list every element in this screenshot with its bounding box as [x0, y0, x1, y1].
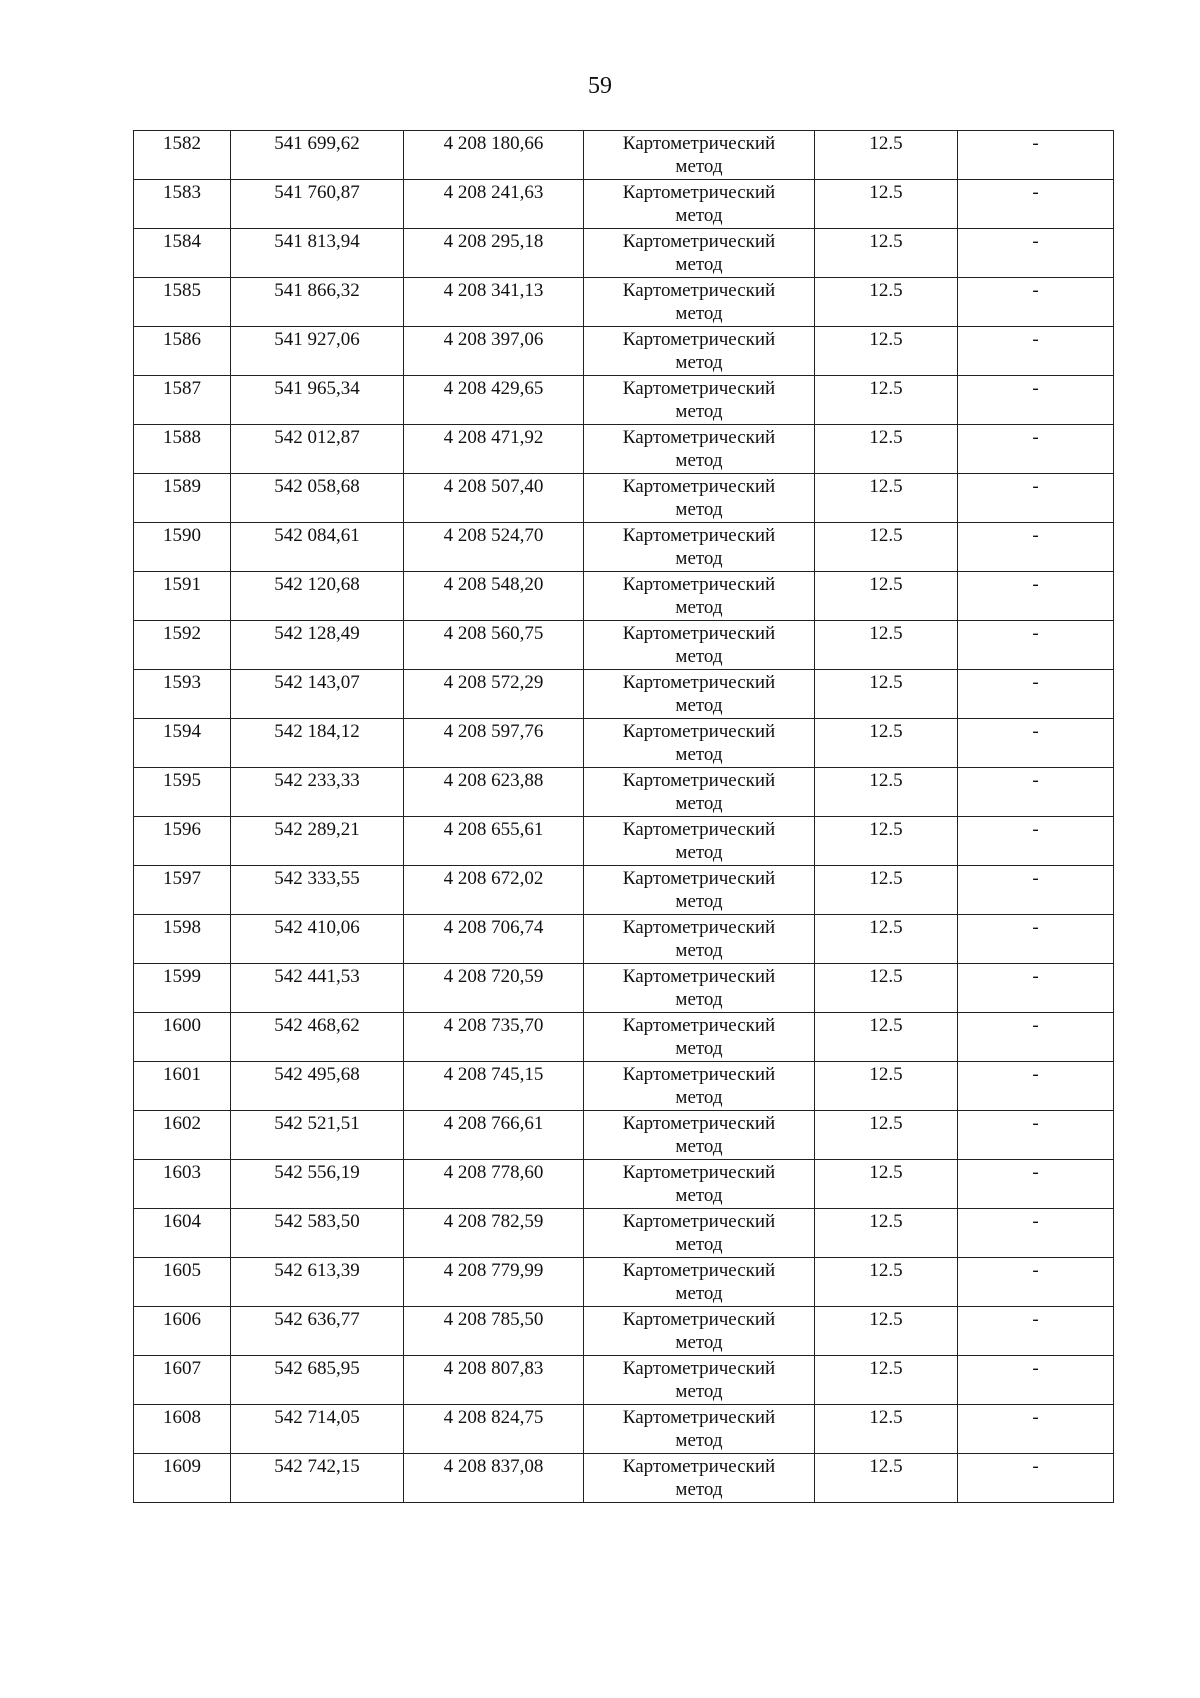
x-coordinate-cell: 541 927,06	[231, 327, 404, 376]
accuracy-cell: 12.5	[815, 866, 958, 915]
method-line-1: Картометрический	[622, 378, 776, 399]
method-line-2: метод	[675, 744, 723, 765]
table-row	[134, 229, 1114, 278]
method-line-2: метод	[675, 842, 723, 863]
method-line-2: метод	[675, 254, 723, 275]
method-line-2: метод	[675, 1283, 723, 1304]
note-cell: -	[958, 670, 1114, 719]
note-cell: -	[958, 1111, 1114, 1160]
accuracy-cell: 12.5	[815, 1405, 958, 1454]
y-coordinate-cell: 4 208 295,18	[404, 229, 584, 278]
point-number-cell: 1595	[134, 768, 231, 817]
table-row	[134, 866, 1114, 915]
y-coordinate-cell: 4 208 782,59	[404, 1209, 584, 1258]
note-cell: -	[958, 915, 1114, 964]
point-number-cell: 1596	[134, 817, 231, 866]
note-cell: -	[958, 1356, 1114, 1405]
y-coordinate-cell: 4 208 397,06	[404, 327, 584, 376]
x-coordinate-cell: 542 184,12	[231, 719, 404, 768]
point-number-cell: 1606	[134, 1307, 231, 1356]
x-coordinate-cell: 541 965,34	[231, 376, 404, 425]
x-coordinate-cell: 542 685,95	[231, 1356, 404, 1405]
y-coordinate-cell: 4 208 429,65	[404, 376, 584, 425]
accuracy-cell: 12.5	[815, 327, 958, 376]
point-number-cell: 1592	[134, 621, 231, 670]
point-number-cell: 1587	[134, 376, 231, 425]
method-line-1: Картометрический	[622, 280, 776, 301]
x-coordinate-cell: 542 143,07	[231, 670, 404, 719]
method-line-1: Картометрический	[622, 770, 776, 791]
y-coordinate-cell: 4 208 706,74	[404, 915, 584, 964]
method-line-2: метод	[675, 205, 723, 226]
method-cell	[584, 621, 815, 670]
accuracy-cell: 12.5	[815, 572, 958, 621]
x-coordinate-cell: 542 495,68	[231, 1062, 404, 1111]
y-coordinate-cell: 4 208 837,08	[404, 1454, 584, 1503]
note-cell: -	[958, 229, 1114, 278]
point-number-cell: 1584	[134, 229, 231, 278]
accuracy-cell: 12.5	[815, 1062, 958, 1111]
method-cell	[584, 1111, 815, 1160]
method-line-1: Картометрический	[622, 525, 776, 546]
method-line-2: метод	[675, 597, 723, 618]
x-coordinate-cell: 542 120,68	[231, 572, 404, 621]
method-cell	[584, 1209, 815, 1258]
x-coordinate-cell: 542 613,39	[231, 1258, 404, 1307]
accuracy-cell: 12.5	[815, 964, 958, 1013]
accuracy-cell: 12.5	[815, 180, 958, 229]
method-cell	[584, 278, 815, 327]
method-line-2: метод	[675, 989, 723, 1010]
method-line-2: метод	[675, 548, 723, 569]
table-row	[134, 915, 1114, 964]
point-number-cell: 1609	[134, 1454, 231, 1503]
note-cell: -	[958, 1062, 1114, 1111]
point-number-cell: 1607	[134, 1356, 231, 1405]
x-coordinate-cell: 542 289,21	[231, 817, 404, 866]
y-coordinate-cell: 4 208 778,60	[404, 1160, 584, 1209]
table-row	[134, 131, 1114, 180]
method-line-2: метод	[675, 1185, 723, 1206]
table-row	[134, 523, 1114, 572]
accuracy-cell: 12.5	[815, 376, 958, 425]
x-coordinate-cell: 542 128,49	[231, 621, 404, 670]
method-line-2: метод	[675, 1479, 723, 1500]
table-row	[134, 1111, 1114, 1160]
note-cell: -	[958, 1307, 1114, 1356]
point-number-cell: 1602	[134, 1111, 231, 1160]
x-coordinate-cell: 542 583,50	[231, 1209, 404, 1258]
note-cell: -	[958, 1258, 1114, 1307]
accuracy-cell: 12.5	[815, 1013, 958, 1062]
method-cell	[584, 866, 815, 915]
y-coordinate-cell: 4 208 720,59	[404, 964, 584, 1013]
x-coordinate-cell: 541 866,32	[231, 278, 404, 327]
method-line-1: Картометрический	[622, 329, 776, 350]
note-cell: -	[958, 964, 1114, 1013]
x-coordinate-cell: 542 468,62	[231, 1013, 404, 1062]
method-line-1: Картометрический	[622, 1358, 776, 1379]
accuracy-cell: 12.5	[815, 1258, 958, 1307]
y-coordinate-cell: 4 208 766,61	[404, 1111, 584, 1160]
method-line-2: метод	[675, 1234, 723, 1255]
accuracy-cell: 12.5	[815, 425, 958, 474]
table-row	[134, 474, 1114, 523]
point-number-cell: 1598	[134, 915, 231, 964]
method-line-1: Картометрический	[622, 966, 776, 987]
method-line-1: Картометрический	[622, 623, 776, 644]
method-line-1: Картометрический	[622, 182, 776, 203]
y-coordinate-cell: 4 208 672,02	[404, 866, 584, 915]
y-coordinate-cell: 4 208 785,50	[404, 1307, 584, 1356]
note-cell: -	[958, 180, 1114, 229]
point-number-cell: 1585	[134, 278, 231, 327]
accuracy-cell: 12.5	[815, 817, 958, 866]
note-cell: -	[958, 768, 1114, 817]
table-row	[134, 1307, 1114, 1356]
page-number: 59	[588, 73, 612, 99]
accuracy-cell: 12.5	[815, 1307, 958, 1356]
x-coordinate-cell: 542 636,77	[231, 1307, 404, 1356]
accuracy-cell: 12.5	[815, 1209, 958, 1258]
accuracy-cell: 12.5	[815, 229, 958, 278]
point-number-cell: 1600	[134, 1013, 231, 1062]
method-cell	[584, 670, 815, 719]
accuracy-cell: 12.5	[815, 278, 958, 327]
method-line-2: метод	[675, 401, 723, 422]
table-row	[134, 376, 1114, 425]
note-cell: -	[958, 131, 1114, 180]
method-cell	[584, 1405, 815, 1454]
method-line-1: Картометрический	[622, 721, 776, 742]
y-coordinate-cell: 4 208 807,83	[404, 1356, 584, 1405]
accuracy-cell: 12.5	[815, 915, 958, 964]
x-coordinate-cell: 542 058,68	[231, 474, 404, 523]
note-cell: -	[958, 1454, 1114, 1503]
method-line-1: Картометрический	[622, 1407, 776, 1428]
note-cell: -	[958, 621, 1114, 670]
method-line-1: Картометрический	[622, 868, 776, 889]
method-cell	[584, 1013, 815, 1062]
method-line-1: Картометрический	[622, 672, 776, 693]
x-coordinate-cell: 542 410,06	[231, 915, 404, 964]
accuracy-cell: 12.5	[815, 768, 958, 817]
method-line-2: метод	[675, 1430, 723, 1451]
y-coordinate-cell: 4 208 548,20	[404, 572, 584, 621]
table-row	[134, 1258, 1114, 1307]
x-coordinate-cell: 541 760,87	[231, 180, 404, 229]
accuracy-cell: 12.5	[815, 719, 958, 768]
y-coordinate-cell: 4 208 560,75	[404, 621, 584, 670]
method-line-1: Картометрический	[622, 1015, 776, 1036]
accuracy-cell: 12.5	[815, 1454, 958, 1503]
method-line-2: метод	[675, 891, 723, 912]
table-row	[134, 719, 1114, 768]
method-line-2: метод	[675, 1038, 723, 1059]
point-number-cell: 1605	[134, 1258, 231, 1307]
method-cell	[584, 572, 815, 621]
note-cell: -	[958, 376, 1114, 425]
x-coordinate-cell: 542 333,55	[231, 866, 404, 915]
y-coordinate-cell: 4 208 572,29	[404, 670, 584, 719]
table-row	[134, 425, 1114, 474]
accuracy-cell: 12.5	[815, 131, 958, 180]
x-coordinate-cell: 542 233,33	[231, 768, 404, 817]
table-row	[134, 327, 1114, 376]
y-coordinate-cell: 4 208 507,40	[404, 474, 584, 523]
y-coordinate-cell: 4 208 180,66	[404, 131, 584, 180]
method-line-1: Картометрический	[622, 427, 776, 448]
method-line-1: Картометрический	[622, 1309, 776, 1330]
method-line-1: Картометрический	[622, 1113, 776, 1134]
y-coordinate-cell: 4 208 655,61	[404, 817, 584, 866]
point-number-cell: 1604	[134, 1209, 231, 1258]
point-number-cell: 1586	[134, 327, 231, 376]
method-line-1: Картометрический	[622, 1211, 776, 1232]
x-coordinate-cell: 541 813,94	[231, 229, 404, 278]
point-number-cell: 1591	[134, 572, 231, 621]
method-line-1: Картометрический	[622, 1456, 776, 1477]
point-number-cell: 1583	[134, 180, 231, 229]
y-coordinate-cell: 4 208 735,70	[404, 1013, 584, 1062]
method-cell	[584, 964, 815, 1013]
method-line-2: метод	[675, 646, 723, 667]
method-line-2: метод	[675, 1381, 723, 1402]
method-line-1: Картометрический	[622, 476, 776, 497]
method-line-1: Картометрический	[622, 1260, 776, 1281]
y-coordinate-cell: 4 208 241,63	[404, 180, 584, 229]
method-cell	[584, 1160, 815, 1209]
method-line-2: метод	[675, 303, 723, 324]
method-cell	[584, 425, 815, 474]
table-row	[134, 964, 1114, 1013]
table-row	[134, 1405, 1114, 1454]
y-coordinate-cell: 4 208 779,99	[404, 1258, 584, 1307]
y-coordinate-cell: 4 208 824,75	[404, 1405, 584, 1454]
method-line-1: Картометрический	[622, 574, 776, 595]
y-coordinate-cell: 4 208 524,70	[404, 523, 584, 572]
method-cell	[584, 327, 815, 376]
table-row	[134, 1062, 1114, 1111]
table-row	[134, 1160, 1114, 1209]
method-cell	[584, 817, 815, 866]
table-row	[134, 670, 1114, 719]
accuracy-cell: 12.5	[815, 523, 958, 572]
y-coordinate-cell: 4 208 745,15	[404, 1062, 584, 1111]
note-cell: -	[958, 866, 1114, 915]
y-coordinate-cell: 4 208 597,76	[404, 719, 584, 768]
point-number-cell: 1589	[134, 474, 231, 523]
note-cell: -	[958, 425, 1114, 474]
method-line-2: метод	[675, 352, 723, 373]
method-line-2: метод	[675, 940, 723, 961]
method-line-2: метод	[675, 156, 723, 177]
method-cell	[584, 915, 815, 964]
y-coordinate-cell: 4 208 341,13	[404, 278, 584, 327]
method-cell	[584, 1307, 815, 1356]
x-coordinate-cell: 542 556,19	[231, 1160, 404, 1209]
point-number-cell: 1597	[134, 866, 231, 915]
table-row	[134, 768, 1114, 817]
accuracy-cell: 12.5	[815, 670, 958, 719]
table-row	[134, 1013, 1114, 1062]
method-cell	[584, 474, 815, 523]
point-number-cell: 1594	[134, 719, 231, 768]
method-cell	[584, 1356, 815, 1405]
table-row	[134, 1209, 1114, 1258]
table-row	[134, 278, 1114, 327]
accuracy-cell: 12.5	[815, 621, 958, 670]
method-cell	[584, 768, 815, 817]
method-line-2: метод	[675, 793, 723, 814]
x-coordinate-cell: 542 521,51	[231, 1111, 404, 1160]
method-cell	[584, 131, 815, 180]
note-cell: -	[958, 572, 1114, 621]
x-coordinate-cell: 542 441,53	[231, 964, 404, 1013]
method-line-2: метод	[675, 1087, 723, 1108]
table-row	[134, 572, 1114, 621]
method-cell	[584, 1062, 815, 1111]
x-coordinate-cell: 542 714,05	[231, 1405, 404, 1454]
method-line-2: метод	[675, 450, 723, 471]
point-number-cell: 1593	[134, 670, 231, 719]
y-coordinate-cell: 4 208 471,92	[404, 425, 584, 474]
method-cell	[584, 229, 815, 278]
accuracy-cell: 12.5	[815, 474, 958, 523]
note-cell: -	[958, 817, 1114, 866]
method-line-1: Картометрический	[622, 231, 776, 252]
note-cell: -	[958, 474, 1114, 523]
method-line-2: метод	[675, 499, 723, 520]
table-row	[134, 180, 1114, 229]
method-line-1: Картометрический	[622, 819, 776, 840]
x-coordinate-cell: 542 012,87	[231, 425, 404, 474]
x-coordinate-cell: 542 742,15	[231, 1454, 404, 1503]
point-number-cell: 1590	[134, 523, 231, 572]
method-line-1: Картометрический	[622, 1162, 776, 1183]
method-line-2: метод	[675, 695, 723, 716]
method-cell	[584, 180, 815, 229]
point-number-cell: 1601	[134, 1062, 231, 1111]
point-number-cell: 1599	[134, 964, 231, 1013]
accuracy-cell: 12.5	[815, 1111, 958, 1160]
method-cell	[584, 1258, 815, 1307]
note-cell: -	[958, 1160, 1114, 1209]
x-coordinate-cell: 541 699,62	[231, 131, 404, 180]
method-line-2: метод	[675, 1136, 723, 1157]
accuracy-cell: 12.5	[815, 1356, 958, 1405]
note-cell: -	[958, 1013, 1114, 1062]
table-row	[134, 1356, 1114, 1405]
coordinates-table	[133, 130, 1114, 1503]
method-cell	[584, 376, 815, 425]
method-line-1: Картометрический	[622, 917, 776, 938]
table-row	[134, 621, 1114, 670]
method-line-1: Картометрический	[622, 133, 776, 154]
point-number-cell: 1608	[134, 1405, 231, 1454]
method-cell	[584, 719, 815, 768]
note-cell: -	[958, 523, 1114, 572]
coordinates-table-body	[134, 131, 1114, 1503]
x-coordinate-cell: 542 084,61	[231, 523, 404, 572]
point-number-cell: 1603	[134, 1160, 231, 1209]
method-line-1: Картометрический	[622, 1064, 776, 1085]
note-cell: -	[958, 719, 1114, 768]
table-row	[134, 817, 1114, 866]
method-cell	[584, 1454, 815, 1503]
point-number-cell: 1582	[134, 131, 231, 180]
point-number-cell: 1588	[134, 425, 231, 474]
note-cell: -	[958, 327, 1114, 376]
accuracy-cell: 12.5	[815, 1160, 958, 1209]
note-cell: -	[958, 1405, 1114, 1454]
method-line-2: метод	[675, 1332, 723, 1353]
note-cell: -	[958, 1209, 1114, 1258]
table-row	[134, 1454, 1114, 1503]
note-cell: -	[958, 278, 1114, 327]
method-cell	[584, 523, 815, 572]
y-coordinate-cell: 4 208 623,88	[404, 768, 584, 817]
